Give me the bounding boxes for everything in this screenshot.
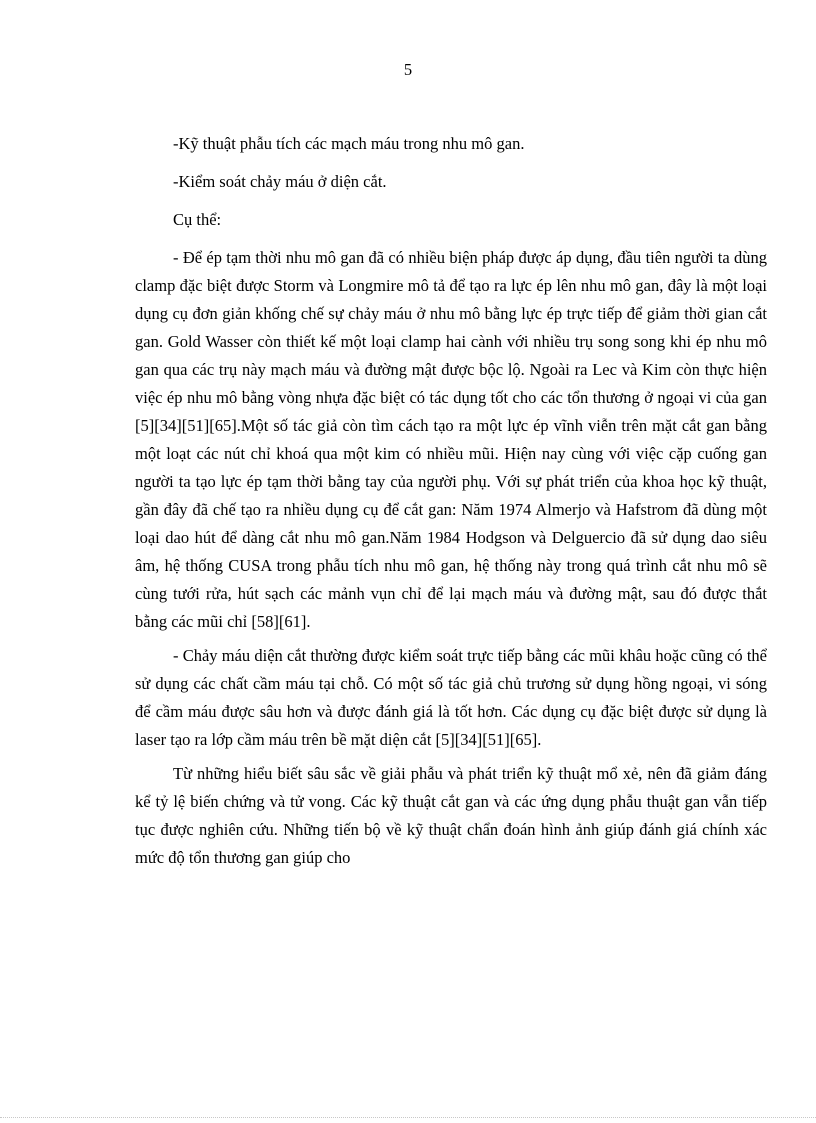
page-bottom-rule [0, 1117, 816, 1118]
paragraph-temporary-compression: - Để ép tạm thời nhu mô gan đã có nhiều biện pháp được áp dụng, đầu tiên người ta dùng clamp đặc biệt được Storm và Longmire mô tả để tạo ra lực ép lên nhu mô gan, đây là một loại dụng cụ đơn giản khống chế sự chảy máu ở nhu mô bằng lực ép trực tiếp để giảm thời gian cắt gan. Gold Wasser còn thiết kế một loại clamp hai cành với nhiều trụ song song khi ép nhu mô gan qua các trụ này mạch máu và đường mật được bộc lộ. Ngoài ra Lec và Kim còn thực hiện việc ép nhu mô bằng vòng nhựa đặc biệt có tác dụng tốt cho các tổn thương ở ngoại vi của gan [5][34][51][65].Một số tác giả còn tìm cách tạo ra một lực ép vĩnh viễn trên mặt cắt gan bằng một loạt các nút chỉ khoá qua một kim có nhiều mũi. Hiện nay cùng với việc cặp cuống gan người ta tạo lực ép tạm thời bằng tay của người phụ. Với sự phát triển của khoa học kỹ thuật, gần đây đã chế tạo ra nhiều dụng cụ để cắt gan: Năm 1974 Almerjo và Hafstrom đã dùng một loại dao hút để dàng cắt nhu mô gan.Năm 1984 Hodgson và Delguercio đã sử dụng dao siêu âm, hệ thống CUSA trong phẫu tích nhu mô gan, hệ thống này trong quá trình cắt nhu mô sẽ cùng tưới rửa, hút sạch các mảnh vụn chỉ để lại mạch máu và đường mật, sau đó được thắt bằng các mũi chỉ [58][61]. [135, 248, 767, 631]
paragraph-technique-dissection: -Kỹ thuật phẫu tích các mạch máu trong nhu mô gan. [173, 134, 525, 153]
paragraph-cut-surface-bleeding: - Chảy máu diện cắt thường được kiểm soát trực tiếp bằng các mũi khâu hoặc cũng có thể sử dụng các chất cầm máu tại chỗ. Có một số tác giả chủ trương sử dụng hồng ngoại, vi sóng để cầm máu được sâu hơn và được đánh giá là tốt hơn. Các dụng cụ đặc biệt được sử dụng là laser tạo ra lớp cầm máu trên bề mặt diện cắt [5][34][51][65]. [135, 646, 767, 749]
paragraph-bleeding-control: -Kiểm soát chảy máu ở diện cắt. [173, 172, 387, 191]
page-number: 5 [403, 60, 413, 79]
body-text [135, 130, 767, 878]
paragraph-anatomy-progress: Từ những hiểu biết sâu sắc về giải phẫu và phát triển kỹ thuật mổ xẻ, nên đã giảm đáng kể tỷ lệ biến chứng và tử vong. Các kỹ thuật cắt gan và các ứng dụng phẫu thuật gan vẫn tiếp tục được nghiên cứu. Những tiến bộ về kỹ thuật chẩn đoán hình ảnh giúp đánh giá chính xác mức độ tổn thương gan giúp cho [135, 764, 767, 867]
paragraph-specifically: Cụ thể: [173, 210, 222, 229]
